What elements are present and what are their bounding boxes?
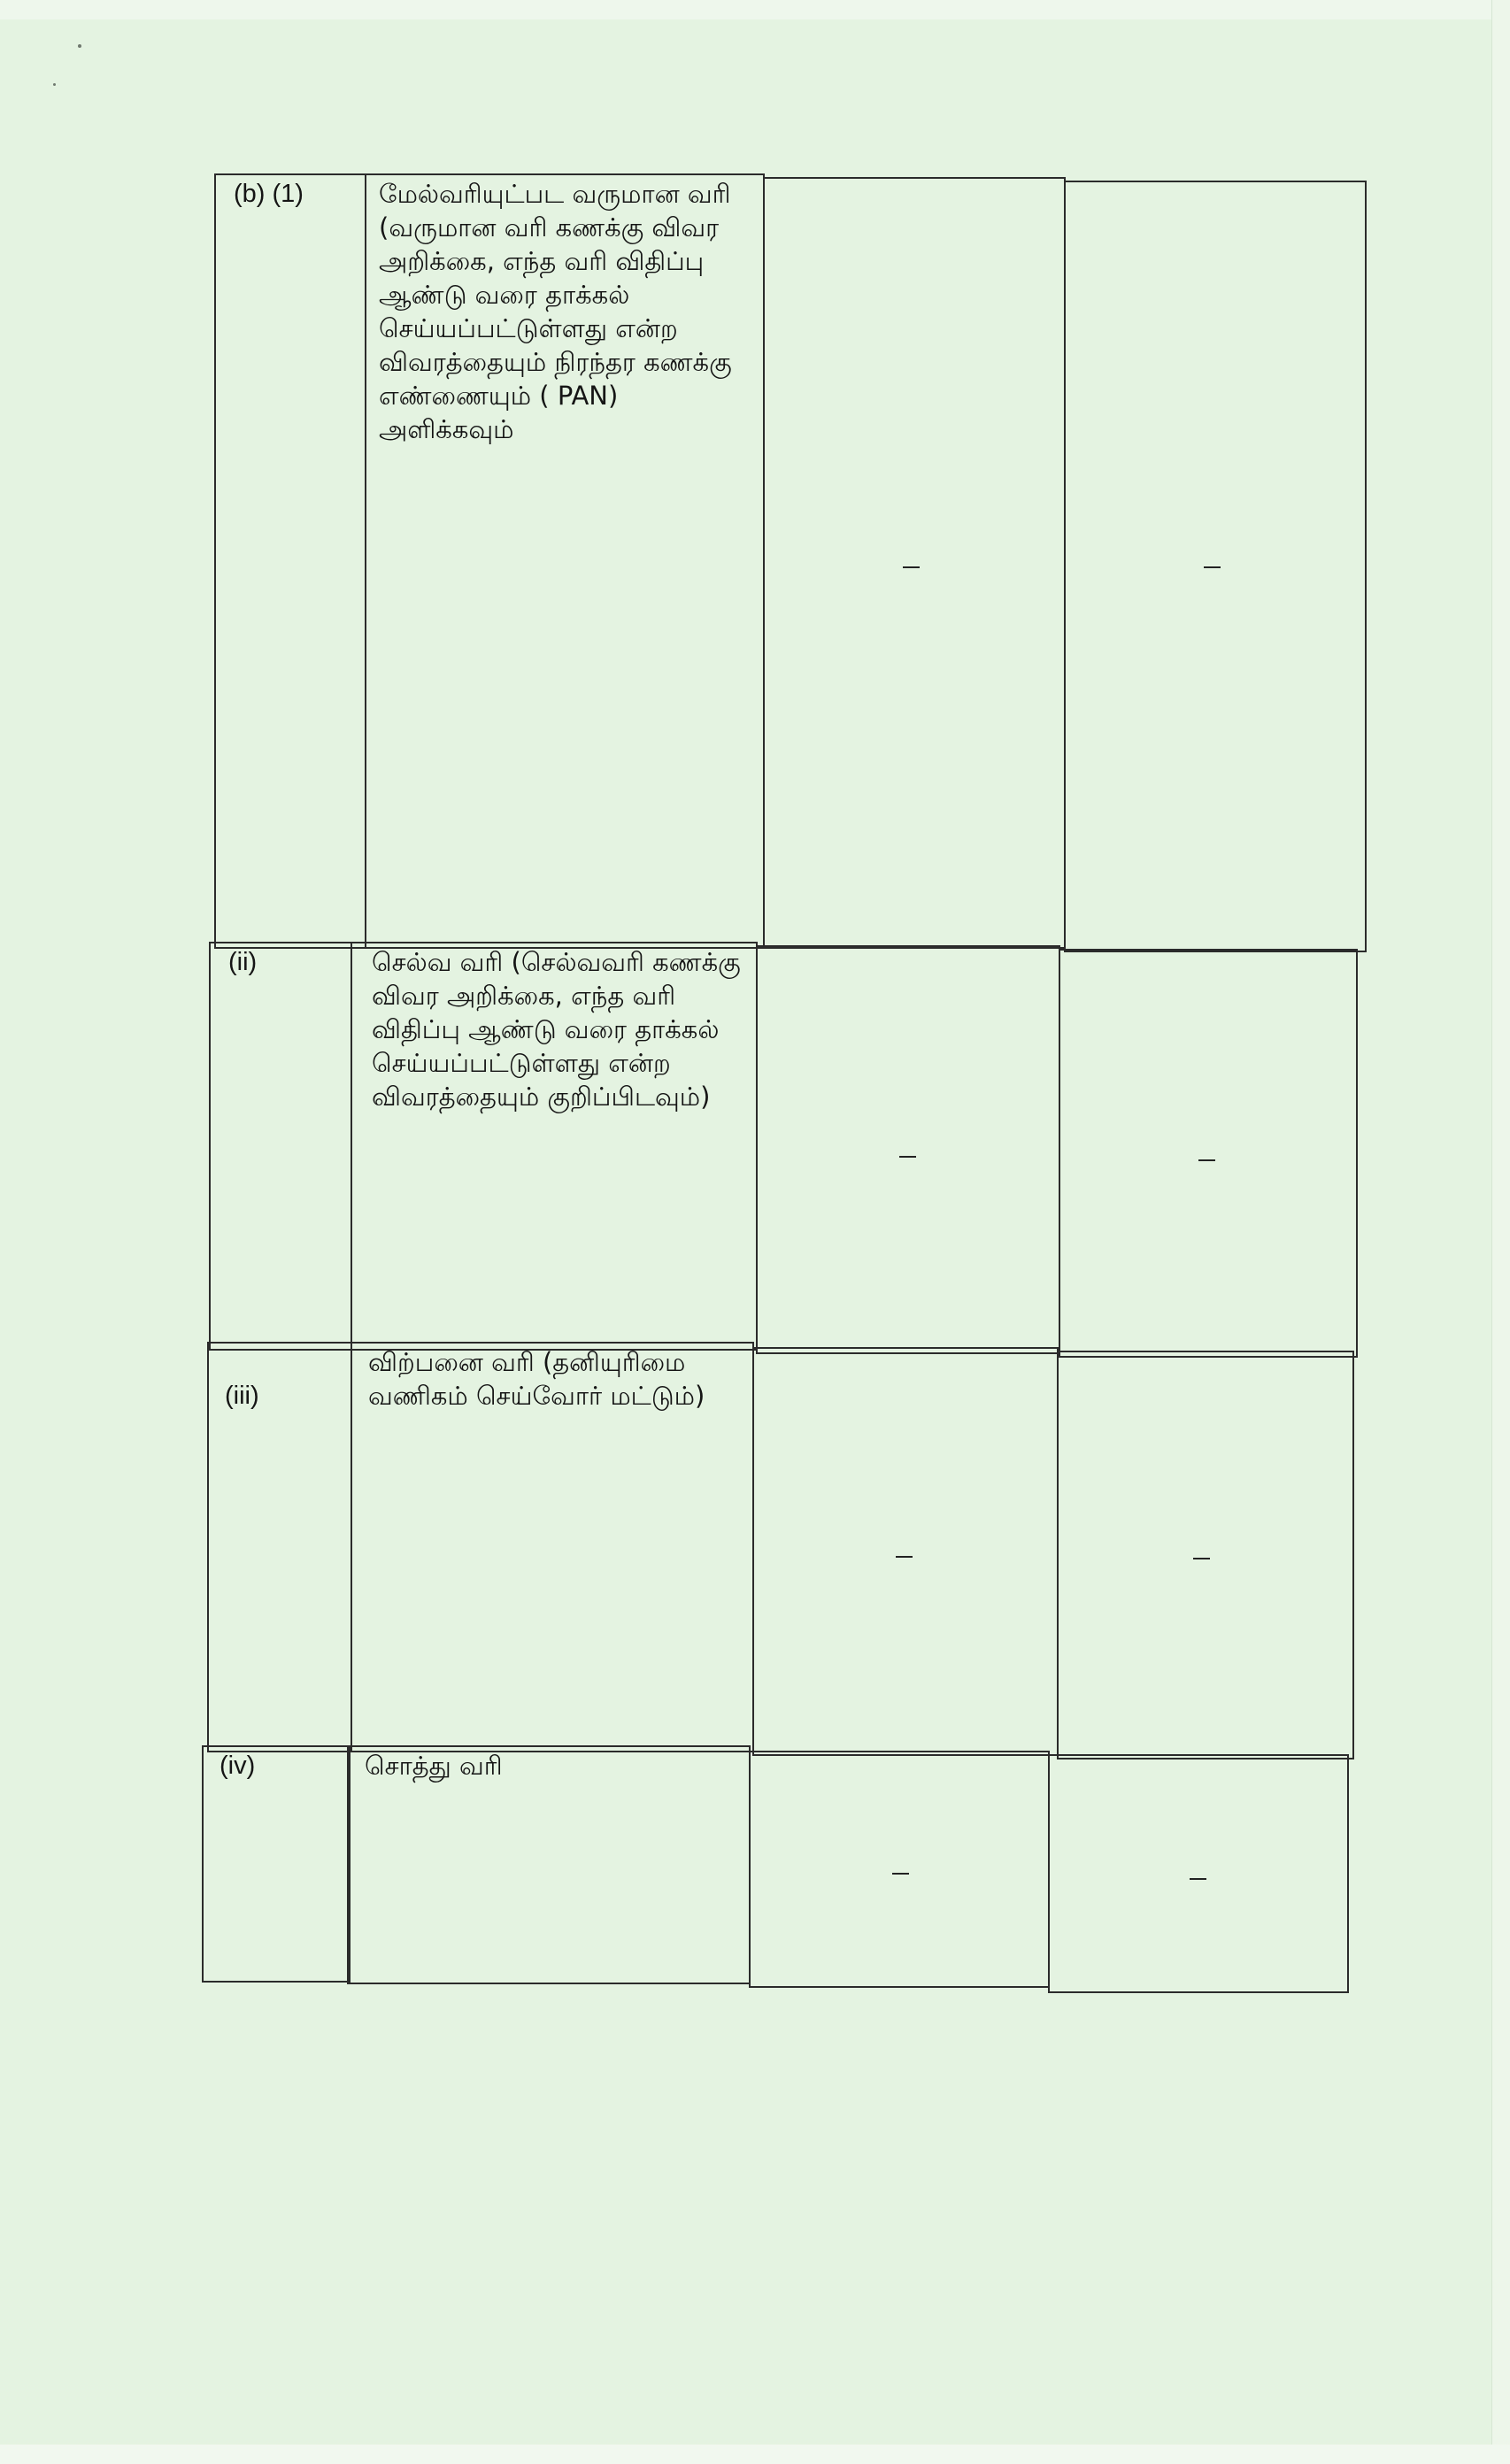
cell-dash — [903, 566, 920, 568]
row-description: செல்வ வரி (செல்வவரி கணக்கு விவர அறிக்கை, எந்த வரி விதிப்பு ஆண்டு வரை தாக்கல் செய்யப்பட்டுள்ளது என்ற விவரத்தையும் குறிப்பிடவும்) — [372, 947, 741, 1112]
row-description: விற்பனை வரி (தனியுரிமை வணிகம் செய்வோர் மட்டும்) — [368, 1347, 705, 1411]
cell-dash — [1204, 566, 1221, 568]
table-cell-number — [207, 1342, 352, 1752]
table-cell-column-4 — [1048, 1754, 1349, 1993]
row-description: மேல்வரியுட்பட வருமான வரி (வருமான வரி கணக்கு விவர அறிக்கை, எந்த வரி விதிப்பு ஆண்டு வரை தாக்கல் செய்யப்பட்டுள்ளது என்ற விவரத்தையும் நிரந்தர கணக்கு எண்ணையும் ( PAN) அளிக்கவும் — [379, 179, 732, 444]
table-cell-description — [351, 1342, 754, 1752]
table-cell-column-3 — [756, 945, 1060, 1354]
table-cell-description — [347, 1745, 751, 1984]
scan-bottom-edge — [0, 2445, 1510, 2464]
cell-dash — [1193, 1558, 1210, 1559]
cell-dash — [899, 1156, 916, 1158]
table-cell-number — [209, 942, 352, 1351]
row-number: (ii) — [228, 948, 258, 976]
cell-dash — [1198, 1159, 1215, 1161]
table-cell-column-3 — [752, 1347, 1059, 1756]
table-cell-description — [365, 173, 765, 949]
row-number: (iv) — [220, 1752, 256, 1780]
row-number: (iii) — [225, 1382, 259, 1410]
scan-speck — [78, 44, 81, 48]
cell-dash — [892, 1873, 909, 1875]
scan-top-edge — [0, 0, 1510, 19]
table-cell-column-4 — [1059, 949, 1358, 1358]
table-cell-number — [202, 1745, 351, 1983]
row-description: சொத்து வரி — [365, 1751, 503, 1781]
scan-right-edge — [1491, 0, 1510, 2464]
cell-dash — [896, 1556, 913, 1558]
table-cell-number — [214, 173, 366, 949]
table-cell-column-3 — [763, 177, 1066, 949]
cell-dash — [1190, 1878, 1206, 1880]
scan-speck — [53, 83, 56, 86]
row-number: (b) (1) — [234, 180, 304, 208]
table-cell-description — [351, 942, 758, 1351]
table-cell-column-4 — [1064, 181, 1367, 952]
table-cell-column-3 — [749, 1751, 1050, 1988]
table-cell-column-4 — [1057, 1351, 1354, 1759]
